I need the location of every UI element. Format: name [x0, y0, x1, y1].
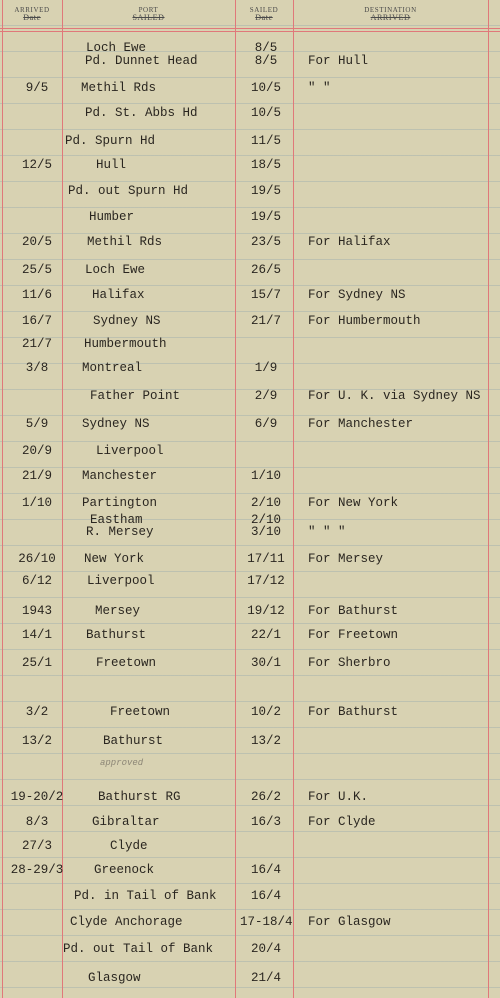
arrived-date: 3/8: [25, 361, 49, 375]
port-name: Freetown: [110, 705, 171, 719]
arrived-date: 14/1: [21, 628, 52, 642]
log-row: [0, 313, 500, 329]
log-row: [0, 416, 500, 432]
log-row: [0, 209, 500, 225]
arrived-date: 21/9: [21, 469, 52, 483]
sailed-date: 23/5: [250, 235, 281, 249]
port-name: Pd. out Tail of Bank: [63, 942, 214, 956]
port-name: Pd. Spurn Hd: [65, 134, 156, 148]
arrived-date: 21/7: [21, 337, 52, 351]
port-name: Bathurst: [86, 628, 147, 642]
sailed-date: 2/10: [250, 496, 281, 510]
sailed-date: 21/7: [250, 314, 281, 328]
arrived-date: 25/1: [21, 656, 52, 670]
arrived-date: 27/3: [21, 839, 52, 853]
log-row: [0, 443, 500, 459]
header-rule: [0, 31, 500, 32]
port-name: Greenock: [94, 863, 155, 877]
destination: For Sydney NS: [308, 288, 406, 302]
sailed-date: 22/1: [250, 628, 281, 642]
log-row: [0, 234, 500, 250]
port-name: Halifax: [92, 288, 145, 302]
log-row: [0, 704, 500, 720]
sailed-date: 26/2: [250, 790, 281, 804]
log-row: [0, 627, 500, 643]
destination: For Clyde: [308, 815, 376, 829]
log-row: [0, 468, 500, 484]
log-row: [0, 970, 500, 986]
port-name: Clyde Anchorage: [70, 915, 183, 929]
sailed-date: 19/5: [250, 184, 281, 198]
sailed-date: 13/2: [250, 734, 281, 748]
destination: For Glasgow: [308, 915, 391, 929]
log-row: [0, 551, 500, 567]
sailed-date: 6/9: [254, 417, 278, 431]
destination: For Manchester: [308, 417, 414, 431]
log-row: [0, 388, 500, 404]
log-row: [0, 53, 500, 69]
port-name: Pd. out Spurn Hd: [68, 184, 189, 198]
pencil-note: approved: [100, 758, 144, 768]
log-row: [0, 157, 500, 173]
log-row: [0, 287, 500, 303]
log-row: [0, 862, 500, 878]
destination: For Freetown: [308, 628, 399, 642]
arrived-date: 26/10: [18, 552, 56, 566]
log-row: [0, 573, 500, 589]
log-row: [0, 133, 500, 149]
header-rule: [0, 28, 500, 29]
port-name: Montreal: [82, 361, 143, 375]
sailed-date: 10/2: [250, 705, 281, 719]
sailed-date: 2/10: [250, 513, 281, 527]
destination: For Halifax: [308, 235, 391, 249]
destination: For Bathurst: [308, 705, 399, 719]
arrived-date: 1/10: [21, 496, 52, 510]
port-name: Methil Rds: [81, 81, 157, 95]
sailed-date: 8/5: [254, 41, 278, 55]
port-name: Hull: [96, 158, 127, 172]
port-name: Methil Rds: [87, 235, 163, 249]
destination: For Mersey: [308, 552, 384, 566]
port-name: Mersey: [95, 604, 141, 618]
sailed-date: 21/4: [250, 971, 281, 985]
arrived-date: 11/6: [21, 288, 52, 302]
sailed-date: 15/7: [250, 288, 281, 302]
sailed-date: 10/5: [250, 81, 281, 95]
arrived-date: 6/12: [21, 574, 52, 588]
destination: For U. K. via Sydney NS: [308, 389, 481, 403]
sailed-date: 1/10: [250, 469, 281, 483]
port-name: Loch Ewe: [86, 41, 147, 55]
sailed-date: 8/5: [254, 54, 278, 68]
sailed-date: 17-18/4: [240, 915, 293, 929]
arrived-date: 25/5: [21, 263, 52, 277]
destination: For Bathurst: [308, 604, 399, 618]
port-name: Bathurst RG: [98, 790, 181, 804]
sailed-date: 17/11: [247, 552, 285, 566]
port-name: Clyde: [110, 839, 148, 853]
port-name: Eastham: [90, 513, 143, 527]
port-name: Glasgow: [88, 971, 141, 985]
sailed-date: 1/9: [254, 361, 278, 375]
port-name: Humber: [89, 210, 135, 224]
sailed-date: 2/9: [254, 389, 278, 403]
port-name: Humbermouth: [84, 337, 167, 351]
log-row: [0, 495, 500, 511]
log-row: [0, 80, 500, 96]
arrived-date: 16/7: [21, 314, 52, 328]
destination: For Humbermouth: [308, 314, 421, 328]
sailed-date: 11/5: [250, 134, 281, 148]
arrived-date: 3/2: [25, 705, 49, 719]
port-name: Pd. in Tail of Bank: [74, 889, 217, 903]
arrived-date: 19-20/2: [10, 790, 64, 804]
arrived-date: 8/3: [25, 815, 49, 829]
arrived-date: 5/9: [25, 417, 49, 431]
sailed-date: 16/4: [250, 889, 281, 903]
port-name: R. Mersey: [86, 525, 154, 539]
sailed-date: 26/5: [250, 263, 281, 277]
arrived-date: 28-29/3: [10, 863, 64, 877]
log-row: [0, 814, 500, 830]
log-row: [0, 789, 500, 805]
arrived-date: 20/5: [21, 235, 52, 249]
sailed-date: 3/10: [250, 525, 281, 539]
port-name: Gibraltar: [92, 815, 160, 829]
sailed-date: 16/4: [250, 863, 281, 877]
port-header: PORT SAILED: [132, 6, 165, 22]
arrived-date: 9/5: [25, 81, 49, 95]
sailed-date: 18/5: [250, 158, 281, 172]
log-row: [0, 105, 500, 121]
sailed-date: 20/4: [250, 942, 281, 956]
port-name: Father Point: [90, 389, 181, 403]
port-name: Manchester: [82, 469, 158, 483]
sailed-date: 30/1: [250, 656, 281, 670]
log-row: [0, 360, 500, 376]
port-name: Loch Ewe: [85, 263, 146, 277]
port-name: Pd. St. Abbs Hd: [85, 106, 198, 120]
port-name: Sydney NS: [93, 314, 161, 328]
log-row: [0, 524, 500, 540]
arrived-date: 12/5: [21, 158, 52, 172]
destination: For New York: [308, 496, 399, 510]
destination: " ": [308, 81, 331, 95]
log-row: [0, 941, 500, 957]
port-name: Bathurst: [103, 734, 164, 748]
sailed-date: 19/5: [250, 210, 281, 224]
arrived-date: 13/2: [21, 734, 52, 748]
sailed-date: 10/5: [250, 106, 281, 120]
port-name: New York: [84, 552, 145, 566]
sailed-date: 16/3: [250, 815, 281, 829]
log-row: [0, 838, 500, 854]
log-row: [0, 655, 500, 671]
sailed-header: SAILED Date: [249, 6, 279, 22]
log-row: [0, 733, 500, 749]
arrived-header: ARRIVED Date: [14, 6, 50, 22]
log-row: [0, 888, 500, 904]
log-row: [0, 183, 500, 199]
arrived-date: 1943: [21, 604, 52, 618]
port-name: Liverpool: [87, 574, 155, 588]
destination-header: DESTINATION ARRIVED: [364, 6, 417, 22]
sailed-date: 17/12: [247, 574, 285, 588]
log-row: [0, 914, 500, 930]
log-row: [0, 262, 500, 278]
log-row: [0, 603, 500, 619]
log-row: [0, 336, 500, 352]
port-name: Freetown: [96, 656, 157, 670]
port-name: Pd. Dunnet Head: [85, 54, 198, 68]
port-name: Liverpool: [96, 444, 164, 458]
port-name: Partington: [82, 496, 158, 510]
destination: For U.K.: [308, 790, 369, 804]
arrived-date: 20/9: [21, 444, 52, 458]
destination: For Sherbro: [308, 656, 391, 670]
sailed-date: 19/12: [247, 604, 285, 618]
port-name: Sydney NS: [82, 417, 150, 431]
destination: " " ": [308, 525, 346, 539]
destination: For Hull: [308, 54, 369, 68]
